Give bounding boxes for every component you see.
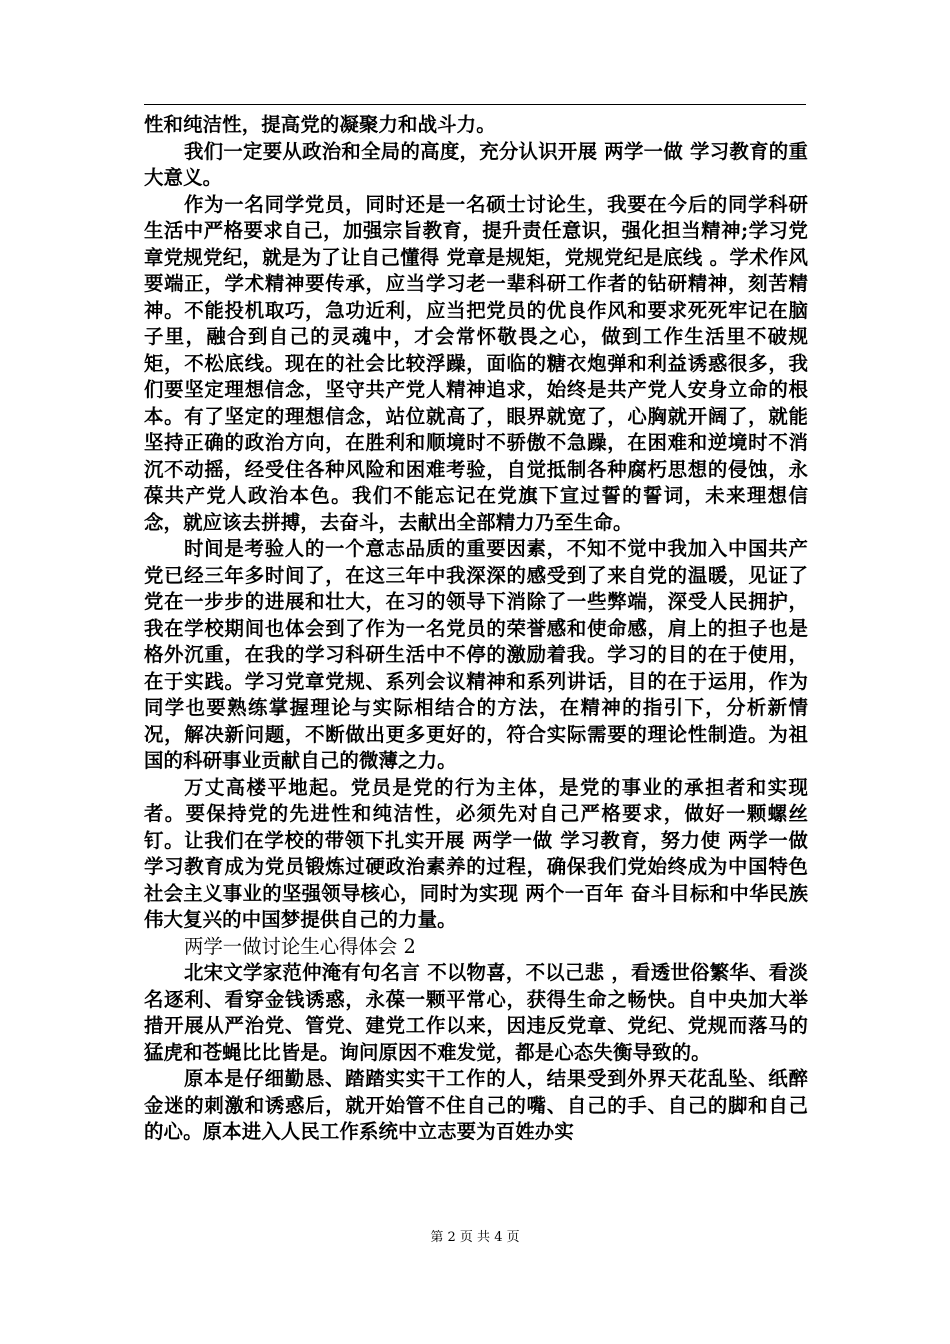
paragraph-continuation: 性和纯洁性，提高党的凝聚力和战斗力。 (144, 113, 496, 136)
paragraph-student-member: 作为一名同学党员，同时还是一名硕士讨论生，我要在今后的同学科研生活中严格要求自己，加强宗旨教育，提升责任意识，强化担当精神;学习党章党规党纪，就是为了让自己懂得 党章是规矩，党规党纪是底线 。学术作风要端正，学术精神要传承，应当学习老一辈科研工作者的钻研精神，刻苦精神。不能投机取巧，急功近利，应当把党员的优良作风和要求死死牢记在脑子里，融合到自己的灵魂中，才会常怀敬畏之心，做到工作生活里不破规矩，不松底线。现在的社会比较浮躁，面临的糖衣炮弹和利益诱惑很多，我们要坚定理想信念，坚守共产党人精神追求，始终是共产党人安身立命的根本。有了坚定的理想信念，站位就高了，眼界就宽了，心胸就开阔了，就能坚持正确的政治方向，在胜利和顺境时不骄傲不急躁，在困难和逆境时不消沉不动摇，经受住各种风险和困难考验，自觉抵制各种腐朽思想的侵蚀，永葆共产党人政治本色。我们不能忘记在党旗下宣过誓的誓词，未来理想信念，就应该去拼搏，去奋斗，去献出全部精力乃至生命。 (144, 192, 808, 534)
paragraph-significance: 我们一定要从政治和全局的高度，充分认识开展 两学一做 学习教育的重大意义。 (144, 139, 808, 189)
paragraph-high-building: 万丈高楼平地起。党员是党的行为主体，是党的事业的承担者和实现者。要保持党的先进性和纯洁性，必须先对自己严格要求，做好一颗螺丝钉。让我们在学校的带领下扎实开展 两学一做 学习教育，努力使 两学一做 学习教育成为党员锻炼过硬政治素养的过程，确保我们党始终成为中国特色社会主义事业的坚强领导核心，同时为实现 两个一百年 奋斗目标和中华民族伟大复兴的中国梦提供自己的力量。 (144, 775, 808, 931)
header-rule (144, 104, 806, 105)
paragraph-originally: 原本是仔细勤恳、踏踏实实干工作的人，结果受到外界天花乱坠、纸醉金迷的刺激和诱惑后，就开始管不住自己的嘴、自己的手、自己的脚和自己的心。原本进入人民工作系统中立志要为百姓办实 (144, 1067, 808, 1143)
paragraph-fan-zhongyan: 北宋文学家范仲淹有句名言 不以物喜，不以己悲 ，看透世俗繁华、看淡名逐利、看穿金钱诱惑，永葆一颗平常心，获得生命之畅快。自中央加大举措开展从严治党、管党、建党工作以来，因违反党章、党纪、党规而落马的猛虎和苍蝇比比皆是。询问原因不难发觉，都是心态失衡导致的。 (144, 961, 808, 1064)
section-subheading: 两学一做讨论生心得体会 2 (184, 934, 416, 958)
page-number-footer: 第 2 页 共 4 页 (430, 1230, 520, 1245)
document-body (144, 112, 808, 1146)
paragraph-time-test: 时间是考验人的一个意志品质的重要因素，不知不觉中我加入中国共产党已经三年多时间了，在这三年中我深深的感受到了来自党的温暖，见证了党在一步步的进展和壮大，在习的领导下消除了一些弊端，深受人民拥护，我在学校期间也体会到了作为一名党员的荣誉感和使命感，肩上的担子也是格外沉重，在我的学习科研生活中不停的激励着我。学习的目的在于使用，在于实践。学习党章党规、系列会议精神和系列讲话，目的在于运用，作为同学也要熟练掌握理论与实际相结合的方法，在精神的指引下，分析新情况，解决新问题，不断做出更多更好的，符合实际需要的理论性制造。为祖国的科研事业贡献自己的微薄之力。 (144, 537, 808, 772)
